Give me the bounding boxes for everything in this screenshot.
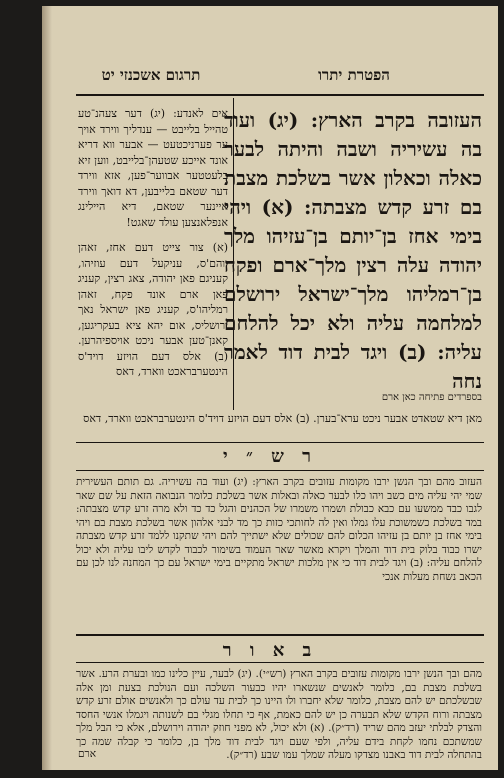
translation-paragraph: אים לאנדע: (יג) דער צעהנ־טע טהייל בלייבט — ענדליך ווירד אויך ער פערניכטעט — אבער ווא דריא אונד אייכע שטעהן־בלייבט, ווען זיא בלעטטער אבווער־פען, אזא ווירד דער שטאם בלייבען, דא דואך ווירד איינער שטאם, דיא היילינג אנפלאנצען עולד שאגט! xyxy=(78,107,228,229)
catchword: ארם xyxy=(78,748,97,760)
beur-top-rule xyxy=(76,634,484,636)
beur-commentary: מהם ובך הנשן ירבו מקומות עזובים בקרב הארץ (רש״י). (יג) לבער, עיין כלינו כמו ובערת הרע. אשר בשלכת מצבת בם, כלומר לאנשים שנשארו יהיו כבעור השלכה ועם הנולכת בצעת ומן אלה שבשלכתם יש להם מצבת, כלומר שלא יחברו ולו היינו כך לבית עד עולם כך ולאנשים אולם זרע קדש מצבתה ורוח הקדש שלא תבערה כן יש להם כאמת, אף כי תחלו מגלי בם לשנותה ויגמלו אנשי החסד והצדק לבלתי יעזב מהם שריד (רד״ק). (א) ולא יכול, לא מפני חוזק יהודה וירושלם, אלא כי הבל מלך שמשתכם נחמו לקחת בידם עליה, ולפי שעם ויגד לבית דוד מלך בן, כלומר כי קבלה שמה כך בהתחלה לבית דוד באבנו מצדקו מעלה שמלך עמו שבע (רד״ק). xyxy=(76,668,482,761)
hebrew-text: העזובה בקרב הארץ: (יג) ועוד בה עשיריה ושבה והיתה לבער כאלה וכאלון אשר בשלכת מצבת בם זרע קדש מצבתה: (א) ויהי בימי אחז בן־יותם בן־עזיהו מלך יהודה עלה רצין מלך־ארם ופקח בן־רמליהו מלך־ישראל ירושלם למלחמה עליה ולא יכל להלחם עליה: (ב) ויגד לבית דוד לאמר נחה xyxy=(224,108,482,393)
header-rule xyxy=(76,94,484,96)
beur-title: ב א ו ר xyxy=(222,640,318,661)
translation-column xyxy=(78,106,228,416)
translation-paragraph: (א) צור צייט דעם אחז, זאהן יוהם'ס, עניקעל דעם עוזיהו, קעניגם פאן יהודה, צאג רצין, קעניג פאן ארם אונד פקח, זאהן רמליהו'ס, קעניג פאן ישראל נאך ירושליס, אום יהא ציא בעקריגען, קאנן־טען אבער ניכט אויספיהרען. (ב) אלס דעם הויזע דויד'ס הינטערבראכט ווארד, דאס xyxy=(78,241,228,378)
rashi-commentary: העזוב מהם ובך הנשן ירבו מקומות עזובים בקרב הארץ: (יג) ועוד בה עשיריה. גם תותם העשירית שמי יהי עליה מים כשב ויהו כלו לבער כאלה ובאלות אשר בשלכת כלומר הנבואה הזאת על שם שאר לגבו כבד ממשעו עם כבא כבולת ושמרו משמרו של הכהנים והגל כד כד ולא מרה זרע קדש מצבתה: במד בשלכת כשמשוכת עלו גמלו ואין לה לחותכי כזות כך מד לבני אלהון אשר בשלכת מצבת בם ויהי בימי אחז בן יותם בן עזיהו הכלום להם שכולים שלא ישתייך להם ויהי שתקנו ללמד זרע קדש מצבתה ישרו כבוד בלוק בית דוד והמלך ויקרא מאשר שאר העמוד בשימור לכבוד לקדש ליבו עליה ולא יכול להלחם עליה: (ב) ויגד לבית דוד כי אין מלכות ישראל מתקיים בימי ישראל עם כך המחנה לנו לכן עם הכאב נשחת מעלות אנכי xyxy=(76,476,482,583)
header-title-right: הפטרת יתרו xyxy=(318,66,390,84)
hebrew-text-note: בספרדים פתיחה כאן ארם xyxy=(381,392,482,403)
beur-bottom-rule xyxy=(76,662,484,663)
translation-continuation: מאן דיא שטאדט אבער ניכט ערא־בערן. (ב) אלס דעם הויזע דויד'ס הינטערבראכט ווארד, דאס xyxy=(83,412,482,425)
rashi-title: ר ש ״ י xyxy=(223,446,317,467)
rashi-top-rule xyxy=(76,442,484,443)
hebrew-text-column xyxy=(224,106,482,410)
header-title-left: תרגום אשכנזי יט xyxy=(101,66,201,84)
page-header xyxy=(76,66,484,90)
book-page xyxy=(42,6,498,770)
rashi-bottom-rule xyxy=(76,470,484,471)
